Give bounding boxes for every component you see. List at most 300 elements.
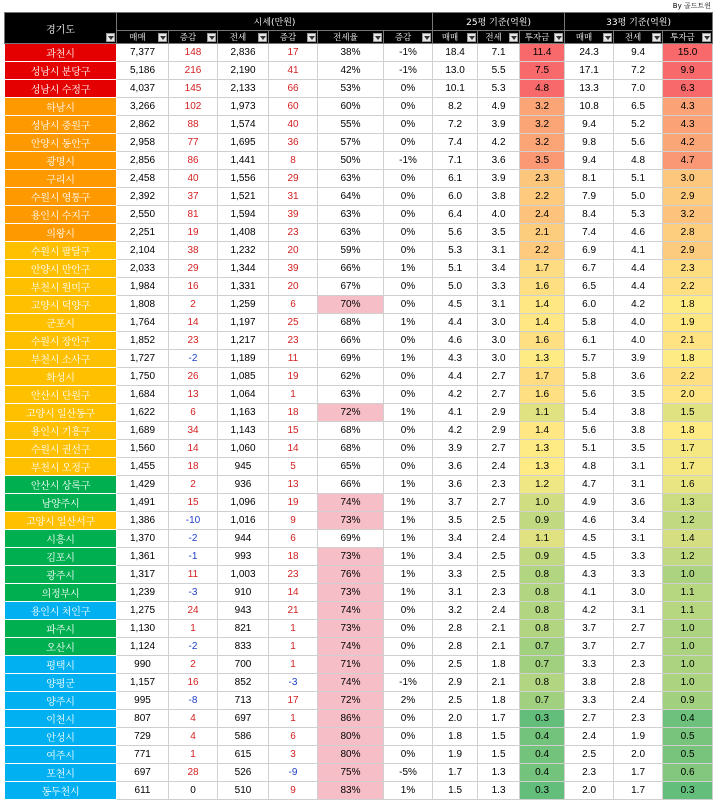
jeonse-change-cell: 21 [269,602,318,620]
jeonse-ratio-cell: 63% [318,206,384,224]
jeonse-33-cell: 3.1 [614,476,663,494]
investment-25-cell: 1.1 [520,530,565,548]
sale-25-cell: 10.1 [433,80,478,98]
region-cell: 김포시 [5,548,117,566]
region-cell: 구리시 [5,170,117,188]
ratio-change-cell: 1% [384,548,433,566]
sale-cell: 2,033 [117,260,169,278]
investment-33-cell: 1.3 [663,494,713,512]
investment-25-cell: 1.0 [520,494,565,512]
investment-25-cell: 3.5 [520,152,565,170]
filter-dropdown-icon[interactable] [702,33,711,42]
sale-33-cell: 4.2 [565,602,614,620]
table-row [5,188,713,206]
region-cell: 여주시 [5,746,117,764]
filter-dropdown-icon[interactable] [106,33,115,42]
investment-25-cell: 11.4 [520,44,565,62]
table-row [5,566,713,584]
region-cell: 고양시 일산동구 [5,404,117,422]
sale-change-cell: 6 [169,404,218,422]
investment-33-cell: 1.0 [663,638,713,656]
jeonse-ratio-cell: 68% [318,314,384,332]
region-cell: 평택시 [5,656,117,674]
region-cell: 성남시 중원구 [5,116,117,134]
region-cell: 의정부시 [5,584,117,602]
jeonse-change-cell: 8 [269,152,318,170]
sale-33-cell: 6.1 [565,332,614,350]
sale-25-cell: 13.0 [433,62,478,80]
jeonse-ratio-cell: 73% [318,584,384,602]
filter-dropdown-icon[interactable] [207,33,216,42]
investment-33-cell: 4.3 [663,98,713,116]
sale-33-cell: 4.1 [565,584,614,602]
sale-change-cell: 86 [169,152,218,170]
sale-33-cell: 4.8 [565,458,614,476]
jeonse-cell: 1,344 [218,260,269,278]
sale-change-cell: 1 [169,620,218,638]
jeonse-ratio-cell: 76% [318,566,384,584]
investment-33-cell: 1.0 [663,656,713,674]
ratio-change-cell: 1% [384,584,433,602]
ratio-change-cell: 0% [384,98,433,116]
jeonse-25-cell: 2.4 [478,602,520,620]
jeonse-25-cell: 2.7 [478,494,520,512]
investment-25-cell: 4.8 [520,80,565,98]
sale-25-cell: 4.1 [433,404,478,422]
sale-cell: 4,037 [117,80,169,98]
sale-33-cell: 5.7 [565,350,614,368]
jeonse-25-cell: 1.3 [478,764,520,782]
jeonse-table [4,12,713,800]
sale-cell: 1,386 [117,512,169,530]
jeonse-ratio-cell: 60% [318,98,384,116]
column-header: 전세 [478,31,520,44]
jeonse-change-cell: 14 [269,440,318,458]
sale-cell: 2,251 [117,224,169,242]
jeonse-33-cell: 7.2 [614,62,663,80]
sale-33-cell: 7.9 [565,188,614,206]
jeonse-ratio-cell: 83% [318,782,384,800]
table-row [5,134,713,152]
region-cell: 안산시 단원구 [5,386,117,404]
jeonse-change-cell: 9 [269,512,318,530]
jeonse-cell: 1,085 [218,368,269,386]
sale-33-cell: 10.8 [565,98,614,116]
jeonse-33-cell: 3.3 [614,566,663,584]
filter-dropdown-icon[interactable] [652,33,661,42]
sale-33-cell: 2.5 [565,746,614,764]
table-row [5,458,713,476]
investment-25-cell: 0.4 [520,728,565,746]
ratio-change-cell: 0% [384,602,433,620]
region-cell: 이천시 [5,710,117,728]
jeonse-25-cell: 3.3 [478,278,520,296]
ratio-change-cell: 1% [384,260,433,278]
jeonse-25-cell: 4.9 [478,98,520,116]
investment-33-cell: 0.5 [663,728,713,746]
sale-change-cell: 29 [169,260,218,278]
table-row [5,314,713,332]
jeonse-ratio-cell: 66% [318,476,384,494]
jeonse-33-cell: 7.0 [614,80,663,98]
jeonse-25-cell: 7.1 [478,44,520,62]
region-cell: 수원시 권선구 [5,440,117,458]
investment-25-cell: 1.3 [520,440,565,458]
sale-33-cell: 8.4 [565,206,614,224]
jeonse-cell: 1,064 [218,386,269,404]
sale-25-cell: 2.8 [433,620,478,638]
jeonse-change-cell: 1 [269,386,318,404]
investment-25-cell: 2.2 [520,188,565,206]
sale-change-cell: 15 [169,494,218,512]
ratio-change-cell: 1% [384,782,433,800]
investment-33-cell: 3.2 [663,206,713,224]
sale-33-cell: 24.3 [565,44,614,62]
jeonse-25-cell: 2.3 [478,476,520,494]
jeonse-cell: 510 [218,782,269,800]
jeonse-cell: 1,096 [218,494,269,512]
jeonse-change-cell: 29 [269,170,318,188]
sale-change-cell: -1 [169,548,218,566]
investment-33-cell: 4.7 [663,152,713,170]
sale-cell: 697 [117,764,169,782]
jeonse-ratio-cell: 86% [318,710,384,728]
sale-25-cell: 1.7 [433,764,478,782]
ratio-change-cell: 0% [384,710,433,728]
jeonse-ratio-cell: 38% [318,44,384,62]
investment-33-cell: 4.2 [663,134,713,152]
investment-33-cell: 2.2 [663,278,713,296]
sale-cell: 990 [117,656,169,674]
filter-dropdown-icon[interactable] [554,33,563,42]
sale-25-cell: 3.6 [433,458,478,476]
sale-25-cell: 7.4 [433,134,478,152]
sale-change-cell: 2 [169,296,218,314]
sale-25-cell: 4.6 [433,332,478,350]
jeonse-25-cell: 2.1 [478,638,520,656]
jeonse-25-cell: 2.4 [478,458,520,476]
market-header: 시세(만원) [117,13,433,31]
sale-33-cell: 4.5 [565,530,614,548]
sale-change-cell: 2 [169,476,218,494]
region-cell: 안양시 동안구 [5,134,117,152]
jeonse-ratio-cell: 70% [318,296,384,314]
table-row [5,224,713,242]
investment-33-cell: 1.0 [663,674,713,692]
sale-33-cell: 7.4 [565,224,614,242]
filter-dropdown-icon[interactable] [509,33,518,42]
region-cell: 수원시 장안구 [5,332,117,350]
jeonse-33-cell: 5.1 [614,170,663,188]
jeonse-25-cell: 3.0 [478,332,520,350]
jeonse-ratio-cell: 68% [318,422,384,440]
sale-25-cell: 2.0 [433,710,478,728]
investment-33-cell: 0.9 [663,692,713,710]
jeonse-25-cell: 2.1 [478,674,520,692]
filter-dropdown-icon[interactable] [422,33,431,42]
table-row [5,638,713,656]
investment-25-cell: 1.3 [520,458,565,476]
jeonse-ratio-cell: 73% [318,620,384,638]
ratio-change-cell: 0% [384,242,433,260]
jeonse-change-cell: 3 [269,746,318,764]
jeonse-ratio-cell: 72% [318,692,384,710]
jeonse-ratio-cell: 80% [318,728,384,746]
jeonse-cell: 1,163 [218,404,269,422]
jeonse-25-cell: 3.5 [478,224,520,242]
ratio-change-cell: 0% [384,134,433,152]
sale-cell: 2,392 [117,188,169,206]
sale-cell: 5,186 [117,62,169,80]
ratio-change-cell: 0% [384,638,433,656]
sale-25-cell: 2.5 [433,692,478,710]
sale-33-cell: 5.6 [565,386,614,404]
sale-cell: 1,455 [117,458,169,476]
region-cell: 안성시 [5,728,117,746]
sale-33-cell: 6.0 [565,296,614,314]
jeonse-33-cell: 3.5 [614,440,663,458]
table-row [5,170,713,188]
sale-25-cell: 3.4 [433,548,478,566]
investment-25-cell: 0.7 [520,692,565,710]
sale-cell: 1,984 [117,278,169,296]
jeonse-cell: 944 [218,530,269,548]
table-row [5,116,713,134]
sale-change-cell: 40 [169,170,218,188]
jeonse-ratio-cell: 75% [318,764,384,782]
jeonse-cell: 2,190 [218,62,269,80]
sale-25-cell: 3.9 [433,440,478,458]
table-row [5,620,713,638]
sale-cell: 1,560 [117,440,169,458]
jeonse-ratio-cell: 74% [318,494,384,512]
investment-33-cell: 2.9 [663,242,713,260]
jeonse-change-cell: 9 [269,782,318,800]
sale-change-cell: 0 [169,782,218,800]
sale-25-cell: 3.7 [433,494,478,512]
table-row [5,152,713,170]
sale-cell: 1,689 [117,422,169,440]
sale-change-cell: 34 [169,422,218,440]
investment-33-cell: 1.8 [663,296,713,314]
ratio-change-cell: 1% [384,350,433,368]
table-row [5,440,713,458]
jeonse-33-cell: 2.7 [614,620,663,638]
sale-25-cell: 3.6 [433,476,478,494]
investment-33-cell: 1.0 [663,566,713,584]
table-row [5,206,713,224]
ratio-change-cell: 0% [384,728,433,746]
jeonse-change-cell: 13 [269,476,318,494]
jeonse-cell: 1,217 [218,332,269,350]
sale-change-cell: 4 [169,728,218,746]
investment-33-cell: 1.7 [663,458,713,476]
sale-25-cell: 7.2 [433,116,478,134]
investment-33-cell: 15.0 [663,44,713,62]
jeonse-cell: 1,259 [218,296,269,314]
sale-cell: 1,750 [117,368,169,386]
sale-33-cell: 3.3 [565,656,614,674]
filter-dropdown-icon[interactable] [258,33,267,42]
region-cell: 고양시 덕양구 [5,296,117,314]
ratio-change-cell: 0% [384,80,433,98]
sale-cell: 2,550 [117,206,169,224]
sale-cell: 1,491 [117,494,169,512]
investment-25-cell: 0.9 [520,548,565,566]
ratio-change-cell: 1% [384,566,433,584]
filter-dropdown-icon[interactable] [603,33,612,42]
jeonse-change-cell: 17 [269,692,318,710]
investment-25-cell: 0.4 [520,764,565,782]
jeonse-change-cell: 25 [269,314,318,332]
investment-25-cell: 2.1 [520,224,565,242]
sale-cell: 2,862 [117,116,169,134]
jeonse-33-cell: 3.6 [614,368,663,386]
filter-dropdown-icon[interactable] [307,33,316,42]
sale-25-cell: 3.1 [433,584,478,602]
sale-change-cell: 148 [169,44,218,62]
jeonse-25-cell: 1.7 [478,710,520,728]
jeonse-change-cell: 23 [269,332,318,350]
investment-33-cell: 0.3 [663,782,713,800]
table-row [5,674,713,692]
investment-25-cell: 7.5 [520,62,565,80]
jeonse-change-cell: -9 [269,764,318,782]
jeonse-change-cell: 41 [269,62,318,80]
jeonse-change-cell: 1 [269,710,318,728]
table-row [5,494,713,512]
jeonse-change-cell: 18 [269,404,318,422]
investment-25-cell: 1.6 [520,278,565,296]
ratio-change-cell: 0% [384,620,433,638]
jeonse-25-cell: 3.9 [478,170,520,188]
jeonse-33-cell: 2.4 [614,692,663,710]
sale-25-cell: 4.5 [433,296,478,314]
jeonse-ratio-cell: 69% [318,530,384,548]
table-row [5,332,713,350]
investment-33-cell: 4.3 [663,116,713,134]
column-header: 증감 [169,31,218,44]
sale-change-cell: -8 [169,692,218,710]
sale-cell: 1,157 [117,674,169,692]
jeonse-33-cell: 2.3 [614,710,663,728]
jeonse-ratio-cell: 65% [318,458,384,476]
table-row [5,350,713,368]
sale-cell: 7,377 [117,44,169,62]
region-cell: 오산시 [5,638,117,656]
sale-25-cell: 3.3 [433,566,478,584]
sale-33-cell: 5.8 [565,368,614,386]
jeonse-change-cell: 60 [269,98,318,116]
sale-change-cell: 24 [169,602,218,620]
sale-cell: 2,958 [117,134,169,152]
jeonse-33-cell: 4.0 [614,332,663,350]
jeonse-ratio-cell: 67% [318,278,384,296]
credit-label: By 골드트윈 [672,2,711,10]
column-header: 매매 [433,31,478,44]
jeonse-cell: 1,003 [218,566,269,584]
region-cell: 동두천시 [5,782,117,800]
filter-dropdown-icon[interactable] [158,33,167,42]
sale-33-cell: 9.4 [565,152,614,170]
jeonse-cell: 1,521 [218,188,269,206]
sale-change-cell: 81 [169,206,218,224]
table-row [5,710,713,728]
region-cell: 광주시 [5,566,117,584]
jeonse-change-cell: 1 [269,620,318,638]
column-header: 전세율 [318,31,384,44]
investment-33-cell: 6.3 [663,80,713,98]
region-cell: 성남시 분당구 [5,62,117,80]
table-row [5,242,713,260]
sale-cell: 3,266 [117,98,169,116]
jeonse-cell: 993 [218,548,269,566]
region-cell: 안양시 만안구 [5,260,117,278]
sale-change-cell: -2 [169,350,218,368]
sale-25-cell: 4.4 [433,368,478,386]
jeonse-33-cell: 3.9 [614,350,663,368]
jeonse-33-cell: 4.0 [614,314,663,332]
table-row [5,80,713,98]
sale-change-cell: 19 [169,224,218,242]
region-cell: 부천시 오정구 [5,458,117,476]
jeonse-ratio-cell: 64% [318,188,384,206]
investment-25-cell: 2.2 [520,242,565,260]
filter-dropdown-icon[interactable] [373,33,382,42]
jeonse-ratio-cell: 63% [318,224,384,242]
jeonse-ratio-cell: 42% [318,62,384,80]
jeonse-change-cell: 1 [269,656,318,674]
sale-33-cell: 13.3 [565,80,614,98]
investment-25-cell: 1.1 [520,404,565,422]
jeonse-33-cell: 1.7 [614,764,663,782]
jeonse-25-cell: 3.8 [478,188,520,206]
investment-25-cell: 1.6 [520,332,565,350]
jeonse-33-cell: 3.8 [614,422,663,440]
jeonse-cell: 1,197 [218,314,269,332]
investment-33-cell: 1.2 [663,512,713,530]
region-cell: 수원시 영통구 [5,188,117,206]
ratio-change-cell: 0% [384,746,433,764]
jeonse-ratio-cell: 63% [318,170,384,188]
table-row [5,296,713,314]
jeonse-cell: 526 [218,764,269,782]
jeonse-cell: 945 [218,458,269,476]
investment-33-cell: 1.8 [663,350,713,368]
sale-cell: 1,429 [117,476,169,494]
filter-dropdown-icon[interactable] [467,33,476,42]
jeonse-33-cell: 3.1 [614,530,663,548]
jeonse-33-cell: 2.0 [614,746,663,764]
investment-33-cell: 1.0 [663,620,713,638]
ratio-change-cell: 0% [384,188,433,206]
sale-change-cell: 16 [169,278,218,296]
region-cell: 시흥시 [5,530,117,548]
ratio-change-cell: 1% [384,494,433,512]
region-cell: 화성시 [5,368,117,386]
region-cell: 용인시 처인구 [5,602,117,620]
jeonse-change-cell: 1 [269,638,318,656]
table-row [5,422,713,440]
ratio-change-cell: 0% [384,422,433,440]
sale-25-cell: 2.5 [433,656,478,674]
jeonse-25-cell: 1.3 [478,782,520,800]
sale-cell: 729 [117,728,169,746]
table-row [5,44,713,62]
sale-25-cell: 5.6 [433,224,478,242]
jeonse-25-cell: 5.3 [478,80,520,98]
jeonse-25-cell: 2.7 [478,368,520,386]
